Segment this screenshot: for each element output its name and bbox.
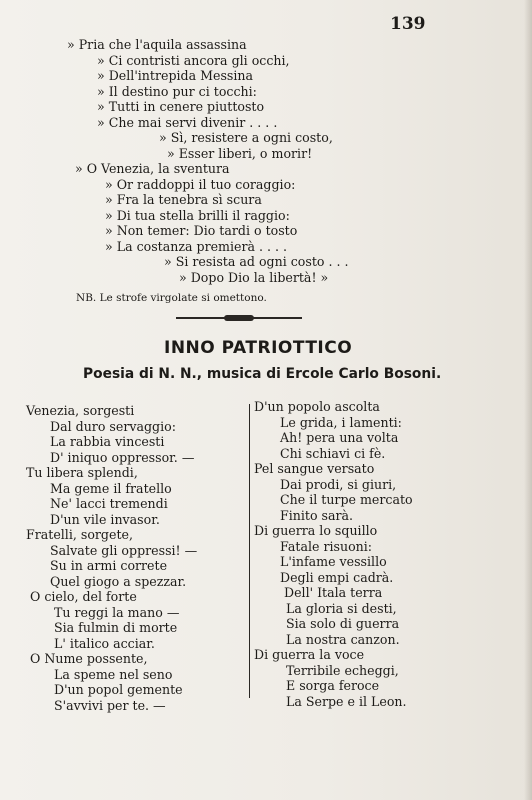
verse-line: Ne' lacci tremendi xyxy=(50,496,168,511)
verse-line: Chi schiavi ci fè. xyxy=(280,445,386,461)
verse-line: Finito sarà. xyxy=(280,507,354,523)
page-number: 139 xyxy=(390,14,426,34)
verse-line: E sorga feroce xyxy=(286,678,380,693)
verse-line: Quel giogo a spezzar. xyxy=(50,573,187,589)
verse-line: Le grida, i lamenti: xyxy=(280,414,402,430)
verse-line: Di guerra la voce xyxy=(254,647,365,662)
verse-line: » Non temer: Dio tardi o tosto xyxy=(105,223,298,238)
verse-line: L'infame vessillo xyxy=(280,554,387,569)
verse-line: Venezia, sorgesti xyxy=(26,403,135,418)
hymn-title: INNO PATRIOTTICO xyxy=(164,338,353,358)
verse-line: D'un popolo ascolta xyxy=(254,399,380,414)
verse-line: La gloria si desti, xyxy=(286,600,397,616)
right-verse-column xyxy=(254,399,413,709)
verse-line: Fatale risuoni: xyxy=(280,538,373,554)
verse-line: Ma geme il fratello xyxy=(50,480,172,496)
left-verse-column xyxy=(26,403,197,713)
verse-line: D'un popol gemente xyxy=(54,682,183,697)
verse-line: » Tutti in cenere piuttosto xyxy=(97,99,265,114)
verse-line: Salvate gli oppressi! — xyxy=(50,542,198,558)
top-stanza xyxy=(67,37,349,285)
verse-line: Dal duro servaggio: xyxy=(50,418,176,434)
omission-note: NB. Le strofe virgolate si omettono. xyxy=(76,292,267,304)
verse-line: O Nume possente, xyxy=(30,651,148,666)
hymn-subtitle: Poesia di N. N., musica di Ercole Carlo Bosoni. xyxy=(83,366,442,382)
verse-line: La nostra canzon. xyxy=(286,631,400,647)
verse-line: La Serpe e il Leon. xyxy=(286,693,407,709)
verse-line: » Esser liberi, o morir! xyxy=(167,145,313,161)
verse-line: Sia solo di guerra xyxy=(286,616,400,631)
verse-line: Pel sangue versato xyxy=(254,461,375,476)
verse-line: Di guerra lo squillo xyxy=(254,523,378,538)
verse-line: Tu reggi la mano — xyxy=(54,604,180,620)
verse-line: » Di tua stella brilli il raggio: xyxy=(105,207,290,223)
verse-line: » La costanza premierà . . . . xyxy=(105,238,288,254)
verse-line: Dell' Itala terra xyxy=(284,585,383,600)
verse-line: O cielo, del forte xyxy=(30,589,137,604)
divider-ornament xyxy=(224,315,254,321)
verse-line: » Dopo Dio la libertà! » xyxy=(179,269,329,285)
ornamental-divider xyxy=(176,315,302,321)
verse-line: Terribile echeggi, xyxy=(286,662,399,678)
verse-line: L' italico acciar. xyxy=(54,635,155,651)
verse-line: » Ci contristi ancora gli occhi, xyxy=(97,52,290,68)
verse-line: » O Venezia, la sventura xyxy=(75,161,230,176)
verse-line: Che il turpe mercato xyxy=(280,492,413,507)
verse-line: La rabbia vincesti xyxy=(50,434,165,449)
verse-line: » Che mai servi divenir . . . . xyxy=(97,114,278,130)
verse-line: » Sì, resistere a ogni costo, xyxy=(159,130,333,145)
verse-line: Tu libera splendi, xyxy=(26,465,138,480)
verse-line: » Il destino pur ci tocchi: xyxy=(97,83,257,99)
verse-line: D'un vile invasor. xyxy=(50,511,160,527)
verse-line: Fratelli, sorgete, xyxy=(26,527,133,542)
column-divider xyxy=(249,404,250,698)
verse-line: Su in armi correte xyxy=(50,558,168,573)
verse-line: Degli empi cadrà. xyxy=(280,569,394,585)
verse-line: Sia fulmin di morte xyxy=(54,620,178,635)
verse-line: » Or raddoppi il tuo coraggio: xyxy=(105,176,296,192)
verse-line: » Dell'intrepida Messina xyxy=(97,68,254,83)
verse-line: » Si resista ad ogni costo . . . xyxy=(164,254,349,269)
verse-line: D' iniquo oppressor. — xyxy=(50,449,195,465)
verse-line: La speme nel seno xyxy=(54,666,173,682)
verse-line: » Fra la tenebra sì scura xyxy=(105,192,262,207)
verse-line: S'avvivi per te. — xyxy=(54,697,166,713)
verse-line: » Pria che l'aquila assassina xyxy=(67,37,247,52)
verse-line: Ah! pera una volta xyxy=(280,430,399,445)
verse-line: Dai prodi, si giuri, xyxy=(280,476,397,492)
page-edge-shadow xyxy=(524,0,532,800)
